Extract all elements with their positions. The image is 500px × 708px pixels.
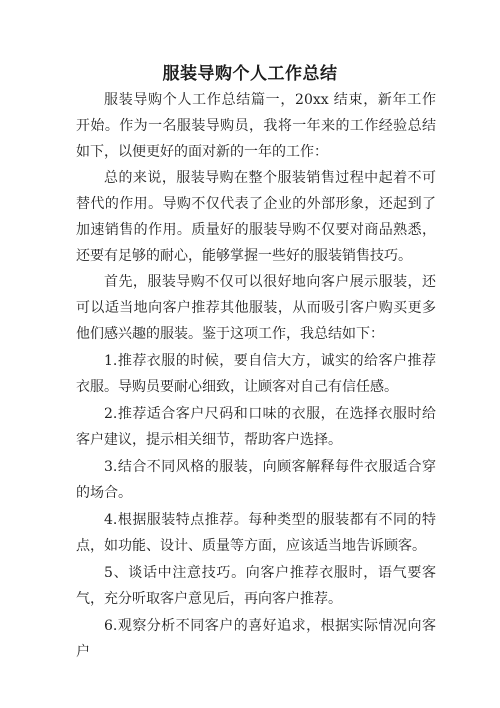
document-title: 服装导购个人工作总结	[162, 64, 338, 84]
list-item-3: 3.结合不同风格的服装，向顾客解释每件衣服适合穿的场合。	[76, 459, 436, 501]
paragraph-first: 首先，服装导购不仅可以很好地向客户展示服装，还可以适当地向客户推荐其他服装，从而吸引客户购买更多他们感兴趣的服装。鉴于这项工作，我总结如下：	[76, 274, 436, 342]
list-item-1: 1.推荐衣服的时候，要自信大方，诚实的给客户推荐衣服。导购员要耐心细致，让顾客对自己有信任感。	[76, 353, 436, 395]
paragraph-overview: 总的来说，服装导购在整个服装销售过程中起着不可替代的作用。导购不仅代表了企业的外部形象，还起到了加速销售的作用。质量好的服装导购不仅要对商品熟悉，还要有足够的耐心，能够掌握一些好的服装销售技巧。	[76, 170, 436, 264]
list-item-2: 2.推荐适合客户尺码和口味的衣服，在选择衣服时给客户建议，提示相关细节，帮助客户选择。	[76, 406, 436, 448]
list-item-5: 5、谈话中注意技巧。向客户推荐衣服时，语气要客气，充分听取客户意见后，再向客户推荐。	[76, 565, 436, 607]
document-body	[76, 87, 436, 665]
paragraph-intro: 服装导购个人工作总结篇一，20xx 结束，新年工作开始。作为一名服装导购员，我将一年来的工作经验总结如下，以便更好的面对新的一年的工作：	[76, 92, 436, 160]
list-item-6: 6.观察分析不同客户的喜好追求，根据实际情况向客户	[76, 618, 436, 660]
list-item-4: 4.根据服装特点推荐。每种类型的服装都有不同的特点，如功能、设计、质量等方面，应该适当地告诉顾客。	[76, 512, 436, 554]
